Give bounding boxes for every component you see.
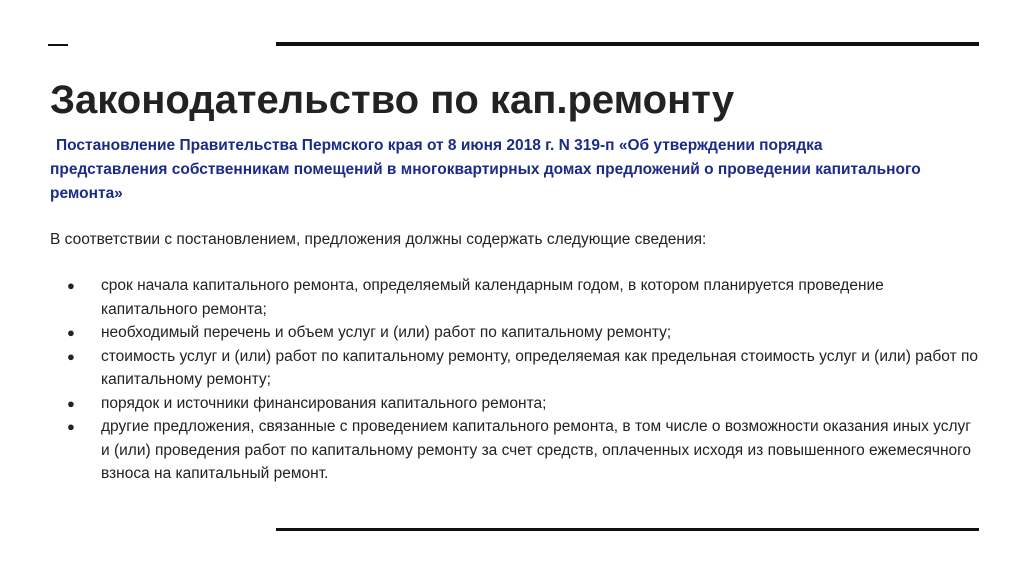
list-item — [50, 415, 980, 486]
list-item — [50, 274, 980, 321]
list-item-text: необходимый перечень и объем услуг и (или) работ по капитальному ремонту; — [101, 324, 672, 341]
bullet-icon: ● — [67, 278, 75, 293]
list-item-text: другие предложения, связанные с проведением капитального ремонта, в том числе о возможности оказания иных услуг и (или) проведения работ по капитальному ремонту за счет средств, оплаченных исходя из повышенного ежемесячного взноса на капитальный ремонт. — [101, 418, 972, 482]
list-item — [50, 392, 980, 416]
decree-reference: Постановление Правительства Пермского края от 8 июня 2018 г. N 319-п «Об утверждении порядка представления собственникам помещений в многоквартирных домах предложений о проведении капитального ремонта» — [50, 137, 921, 202]
bottom-divider — [276, 528, 979, 531]
list-item — [50, 345, 980, 392]
requirements-list — [50, 274, 980, 486]
list-item-text: порядок и источники финансирования капитального ремонта; — [101, 394, 547, 412]
slide-title: Законодательство по кап.ремонту — [50, 78, 735, 122]
bullet-icon: ● — [67, 395, 75, 411]
list-item-text: стоимость услуг и (или) работ по капитальному ремонту, определяемая как предельная стоимость услуг и (или) работ по капитальному ремонту; — [101, 347, 978, 388]
corner-dash — [48, 44, 68, 46]
bullet-icon: ● — [67, 419, 75, 434]
bullet-icon: ● — [67, 325, 75, 340]
list-item — [50, 321, 980, 345]
intro-text: В соответствии с постановлением, предложения должны содержать следующие сведения: — [50, 231, 707, 248]
bullet-icon: ● — [67, 348, 75, 364]
list-item-text: срок начала капитального ремонта, определяемый календарным годом, в котором планируется проведение капитального ремонта; — [101, 277, 884, 318]
top-divider — [276, 42, 979, 46]
